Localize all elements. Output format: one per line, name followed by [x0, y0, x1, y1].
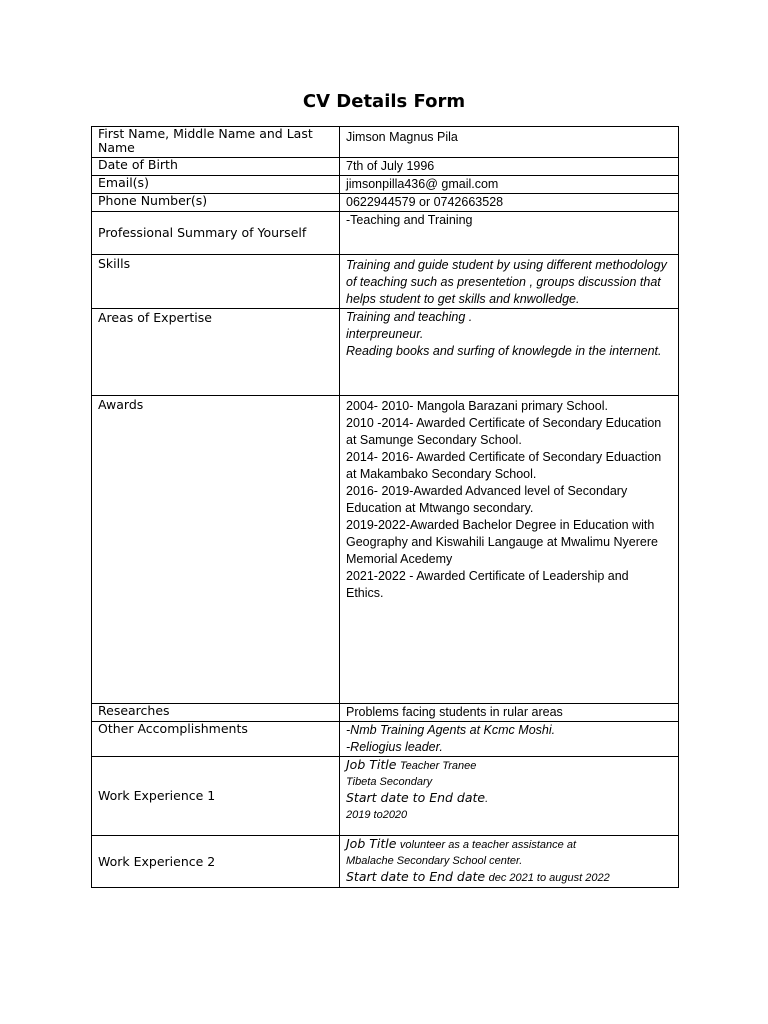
- work2-label: Work Experience 2: [92, 836, 340, 888]
- accomplishments-label: Other Accomplishments: [92, 722, 340, 757]
- table-row-skills: [92, 255, 679, 309]
- expertise-line: interpreuneur.: [346, 327, 424, 341]
- work1-value: [340, 757, 679, 836]
- page-title: CV Details Form: [302, 91, 466, 112]
- table-row-summary: [92, 212, 679, 255]
- name-label: First Name, Middle Name and Last Name: [92, 127, 340, 158]
- awards-line: Geography and Kiswahili Langauge at Mwalimu Nyerere: [346, 535, 658, 549]
- summary-value: -Teaching and Training: [340, 212, 679, 255]
- email-label: Email(s): [92, 176, 340, 194]
- name-value: Jimson Magnus Pila: [340, 127, 679, 158]
- expertise-line: Reading books and surfing of knowlegde in the internent.: [346, 344, 662, 358]
- skills-value: Training and guide student by using different methodology of teaching such as presentetion , groups discussion that helps student to get skills and knwolledge.: [340, 255, 679, 309]
- email-value: jimsonpilla436@ gmail.com: [340, 176, 679, 194]
- accomplishments-value: [340, 722, 679, 757]
- dob-value: 7th of July 1996: [340, 158, 679, 176]
- awards-line: at Samunge Secondary School.: [346, 433, 522, 447]
- table-row-work1: [92, 757, 679, 836]
- work1-label: Work Experience 1: [92, 757, 340, 836]
- awards-line: 2010 -2014- Awarded Certificate of Secondary Education: [346, 416, 662, 430]
- awards-value: [340, 396, 679, 704]
- work2-value: [340, 836, 679, 888]
- skills-label: Skills: [92, 255, 340, 309]
- work2-job-title: volunteer as a teacher assistance at: [399, 839, 577, 851]
- table-row-researches: [92, 704, 679, 722]
- table-row-email: [92, 176, 679, 194]
- awards-line: 2014- 2016- Awarded Certificate of Secondary Eduaction: [346, 450, 662, 464]
- work2-dates: dec 2021 to august 2022: [488, 872, 610, 884]
- table-row-work2: [92, 836, 679, 888]
- work1-dates: 2019 to2020: [346, 808, 408, 821]
- summary-label: Professional Summary of Yourself: [92, 212, 340, 255]
- researches-value: Problems facing students in rular areas: [340, 704, 679, 722]
- work2-dates-heading: Start date to End date: [346, 869, 486, 884]
- work1-job-title-heading: Job Title: [346, 757, 397, 772]
- awards-line: 2019-2022-Awarded Bachelor Degree in Education with: [346, 518, 655, 532]
- work1-dates-heading: Start date to End date: [346, 790, 486, 805]
- awards-line: Memorial Acedemy: [346, 552, 453, 566]
- awards-line: 2021-2022 - Awarded Certificate of Leadership and: [346, 569, 629, 583]
- accomplishments-line: -Reliogius leader.: [346, 740, 443, 754]
- cv-details-table: [91, 126, 679, 888]
- phone-label: Phone Number(s): [92, 194, 340, 212]
- awards-line: 2004- 2010- Mangola Barazani primary School.: [346, 399, 608, 413]
- expertise-line: Training and teaching .: [346, 310, 473, 324]
- table-row-phone: [92, 194, 679, 212]
- work2-employer: Mbalache Secondary School center.: [346, 854, 523, 867]
- table-row-dob: [92, 158, 679, 176]
- table-row-name: [92, 127, 679, 158]
- awards-line: Education at Mtwango secondary.: [346, 501, 534, 515]
- researches-label: Researches: [92, 704, 340, 722]
- work1-dates-suffix: .: [485, 793, 489, 805]
- awards-line: at Makambako Secondary School.: [346, 467, 537, 481]
- awards-line: Ethics.: [346, 586, 384, 600]
- awards-line: 2016- 2019-Awarded Advanced level of Secondary: [346, 484, 628, 498]
- work1-employer: Tibeta Secondary: [346, 775, 433, 788]
- awards-label: Awards: [92, 396, 340, 704]
- dob-label: Date of Birth: [92, 158, 340, 176]
- phone-value: 0622944579 or 0742663528: [340, 194, 679, 212]
- work1-job-title: Teacher Tranee: [399, 760, 477, 772]
- table-row-awards: [92, 396, 679, 704]
- accomplishments-line: -Nmb Training Agents at Kcmc Moshi.: [346, 723, 556, 737]
- table-row-accomplishments: [92, 722, 679, 757]
- work2-job-title-heading: Job Title: [346, 836, 397, 851]
- table-row-expertise: [92, 309, 679, 396]
- expertise-value: [340, 309, 679, 396]
- expertise-label: Areas of Expertise: [92, 309, 340, 396]
